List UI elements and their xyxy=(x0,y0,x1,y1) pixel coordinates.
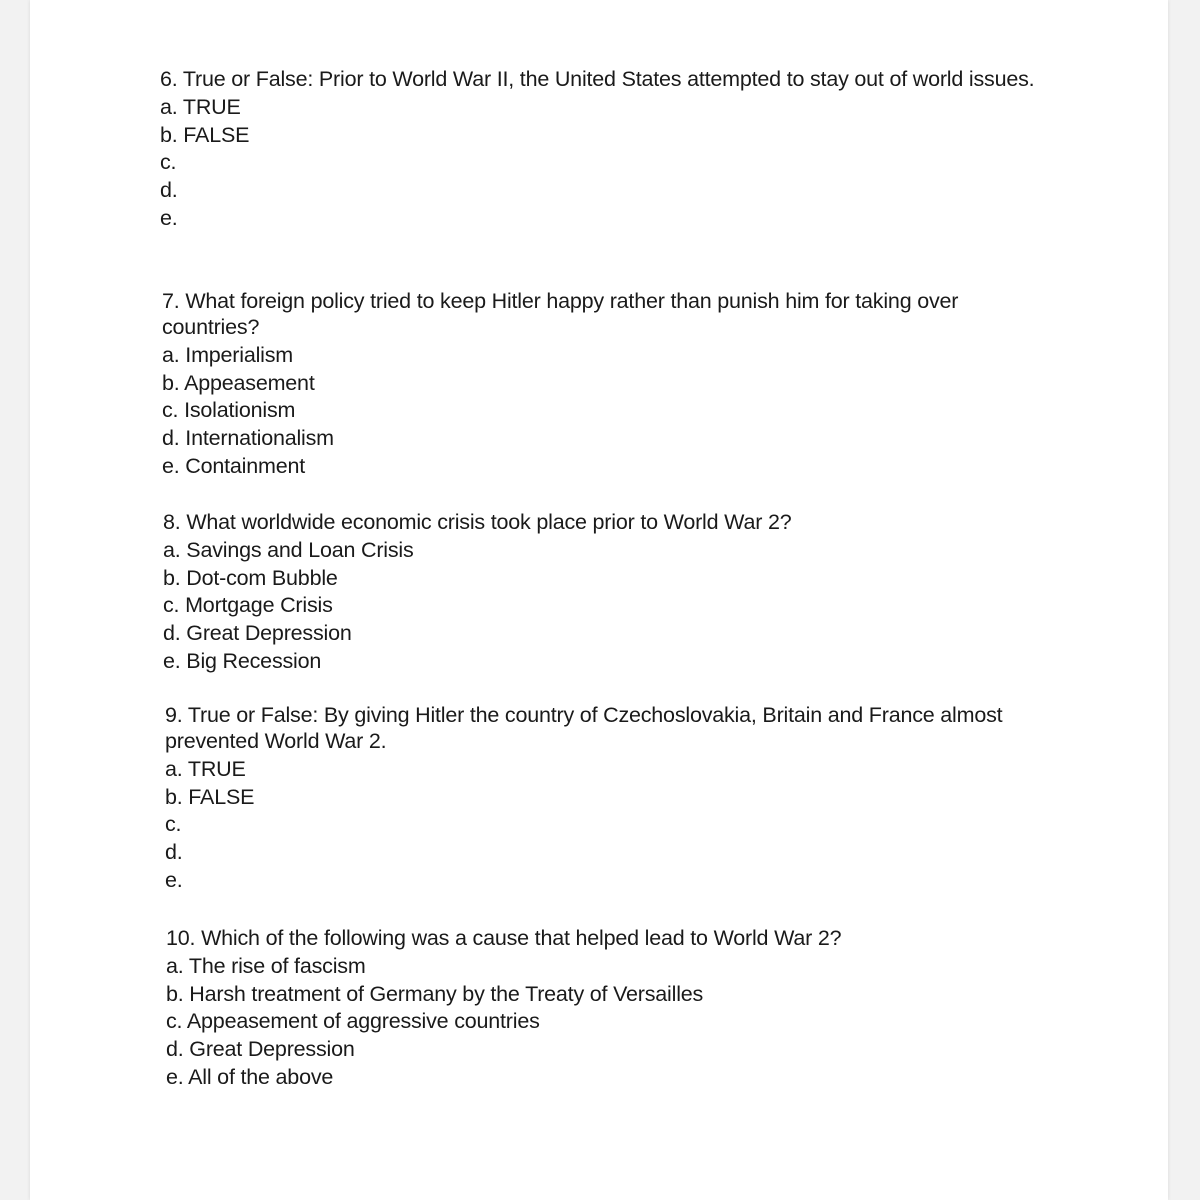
answer-option-d[interactable]: d. xyxy=(165,840,183,865)
question-8 xyxy=(163,509,1043,675)
answer-option-d[interactable]: d. Great Depression xyxy=(163,621,352,646)
answer-option-c[interactable]: c. xyxy=(160,150,177,175)
question-10 xyxy=(166,925,1046,1091)
question-text: True or False: Prior to World War II, the United States attempted to stay out of world issues. xyxy=(182,67,1035,91)
answer-options xyxy=(160,94,1040,232)
answer-option-c[interactable]: c. Isolationism xyxy=(162,398,296,423)
question-text: What worldwide economic crisis took place prior to World War 2? xyxy=(186,510,792,534)
answer-option-e[interactable]: e. Big Recession xyxy=(163,648,322,673)
question-number: 7. xyxy=(162,289,180,313)
answer-option-d[interactable]: d. Great Depression xyxy=(166,1037,355,1062)
answer-option-a[interactable]: a. Imperialism xyxy=(162,343,294,367)
question-prompt xyxy=(163,509,1043,535)
worksheet-page xyxy=(30,0,1168,1200)
question-number: 6. xyxy=(160,67,178,91)
answer-option-c[interactable]: c. Mortgage Crisis xyxy=(163,593,333,618)
answer-option-c[interactable]: c. xyxy=(165,812,182,837)
question-9 xyxy=(165,702,1045,894)
answer-options xyxy=(165,756,1045,894)
answer-options xyxy=(162,342,1042,480)
answer-option-e[interactable]: e. xyxy=(160,205,178,230)
answer-option-b[interactable]: b. FALSE xyxy=(165,784,255,809)
answer-option-d[interactable]: d. Internationalism xyxy=(162,426,334,451)
answer-option-d[interactable]: d. xyxy=(160,178,178,203)
question-text: What foreign policy tried to keep Hitler happy rather than punish him for taking over countries? xyxy=(162,289,959,339)
answer-option-e[interactable]: e. All of the above xyxy=(166,1064,334,1089)
answer-option-a[interactable]: a. The rise of fascism xyxy=(166,954,366,978)
question-prompt xyxy=(165,702,1045,754)
answer-option-a[interactable]: a. Savings and Loan Crisis xyxy=(163,538,414,562)
answer-option-b[interactable]: b. Appeasement xyxy=(162,370,315,395)
answer-option-e[interactable]: e. Containment xyxy=(162,453,306,478)
answer-option-b[interactable]: b. FALSE xyxy=(160,122,250,147)
question-7 xyxy=(162,288,1042,480)
question-number: 9. xyxy=(165,703,183,727)
answer-option-a[interactable]: a. TRUE xyxy=(165,757,246,781)
question-number: 10. xyxy=(166,926,196,950)
question-text: True or False: By giving Hitler the country of Czechoslovakia, Britain and France almost prevented World War 2. xyxy=(165,703,1003,753)
answer-option-a[interactable]: a. TRUE xyxy=(160,95,241,119)
answer-options xyxy=(163,537,1043,675)
answer-option-c[interactable]: c. Appeasement of aggressive countries xyxy=(166,1009,540,1034)
answer-options xyxy=(166,953,1046,1091)
answer-option-b[interactable]: b. Harsh treatment of Germany by the Treaty of Versailles xyxy=(166,981,704,1006)
question-6 xyxy=(160,66,1040,232)
question-prompt xyxy=(166,925,1046,951)
question-number: 8. xyxy=(163,510,181,534)
question-prompt xyxy=(162,288,1042,340)
question-text: Which of the following was a cause that helped lead to World War 2? xyxy=(201,926,842,950)
answer-option-e[interactable]: e. xyxy=(165,867,183,892)
answer-option-b[interactable]: b. Dot-com Bubble xyxy=(163,565,338,590)
question-prompt xyxy=(160,66,1040,92)
